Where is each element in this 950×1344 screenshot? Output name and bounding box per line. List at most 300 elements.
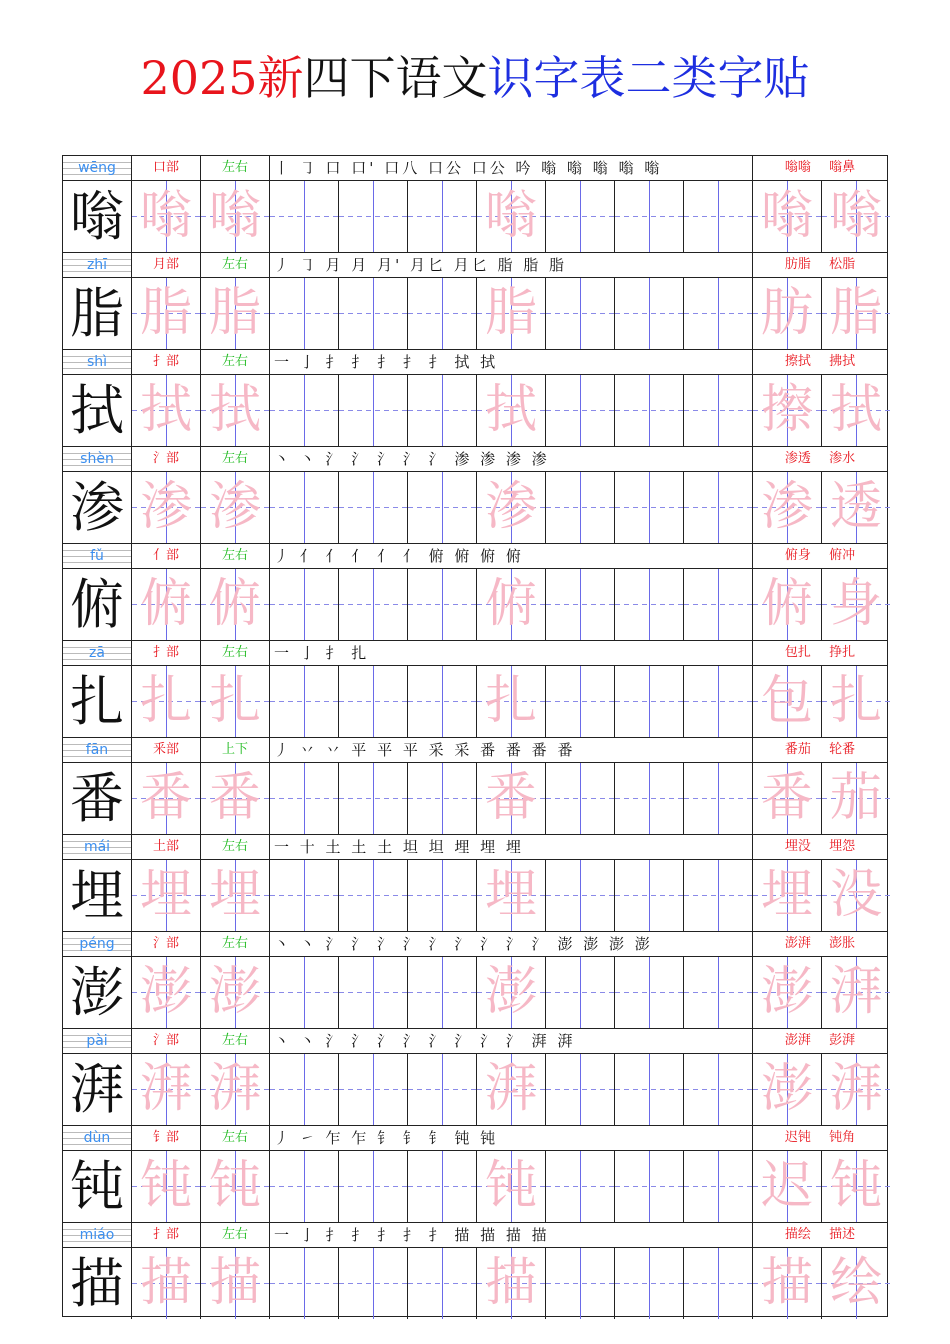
tian-grid-cell[interactable] [615,1248,684,1319]
tian-grid-cell[interactable] [477,957,546,1028]
trace-word-character: 嗡 [760,186,813,246]
tian-grid-cell[interactable] [822,666,890,737]
tian-grid-cell[interactable] [339,860,408,931]
radical-label: 亻部 [132,544,201,568]
example-word-2: 俯冲 [829,548,856,563]
tian-grid-cell[interactable] [615,181,684,252]
tian-grid-cell[interactable] [339,1248,408,1319]
pinyin-label: péng [63,932,132,956]
tian-grid-cell[interactable] [822,472,890,543]
tian-grid-cell[interactable] [546,666,615,737]
stroke-order: 一 亅 扌 扌 扌 扌 扌 拭 拭 [270,350,753,374]
tian-grid-cell[interactable] [201,1054,270,1125]
example-word-1: 迟钝 [784,1130,811,1145]
tian-grid-cell[interactable] [201,569,270,640]
pinyin-label: zhī [63,253,132,277]
trace-character: 澎 [484,962,537,1022]
tian-grid-cell[interactable] [822,569,890,640]
tian-grid-cell[interactable] [201,375,270,446]
tian-grid-cell[interactable] [753,472,822,543]
model-character: 埋 [70,864,124,927]
tian-grid-cell[interactable] [408,860,477,931]
tian-grid-cell[interactable] [408,1151,477,1222]
tian-grid-cell[interactable] [477,1248,546,1319]
tian-grid-cell[interactable] [201,666,270,737]
radical-label: 钅部 [132,1126,201,1150]
tian-grid-cell[interactable] [132,181,201,252]
tian-grid-cell[interactable] [270,278,339,349]
stroke-order: 丿 丷 丷 平 平 平 采 采 番 番 番 番 [270,738,753,762]
writing-grid [63,278,887,350]
tian-grid-cell[interactable] [201,763,270,834]
tian-grid-cell[interactable] [132,278,201,349]
tian-grid-cell[interactable] [270,860,339,931]
tian-grid-cell[interactable] [270,763,339,834]
tian-grid-cell[interactable] [339,763,408,834]
writing-grid [63,957,887,1029]
example-word-1: 包扎 [784,645,811,660]
example-word-2: 挣扎 [829,645,856,660]
practice-row [63,544,887,641]
tian-grid-cell[interactable] [201,860,270,931]
tian-grid-cell[interactable] [753,181,822,252]
tian-grid-cell[interactable] [753,1151,822,1222]
practice-row [63,350,887,447]
tian-grid-cell[interactable] [684,957,753,1028]
writing-grid [63,860,887,932]
radical-label: 扌部 [132,1223,201,1247]
tian-grid-cell[interactable] [684,763,753,834]
tian-grid-cell[interactable] [408,1248,477,1319]
tian-grid-cell[interactable] [546,957,615,1028]
tian-grid-cell[interactable] [201,472,270,543]
tian-grid-cell[interactable] [408,375,477,446]
example-word-2: 埋怨 [829,839,856,854]
tian-grid-cell[interactable] [270,1151,339,1222]
practice-sheet [62,155,888,1317]
tian-grid-cell[interactable] [822,763,890,834]
tian-grid-cell[interactable] [132,1248,201,1319]
title-grade: 四下语文 [303,51,488,105]
tian-grid-cell[interactable] [684,375,753,446]
trace-word-character: 嗡 [829,186,882,246]
tian-grid-cell[interactable] [477,1054,546,1125]
character-cell [63,278,132,349]
tian-grid-cell[interactable] [477,1151,546,1222]
tian-grid-cell[interactable] [132,763,201,834]
trace-character: 嗡 [484,186,537,246]
trace-word-character: 拭 [829,380,882,440]
trace-word-character: 脂 [829,283,882,343]
example-word-2: 轮番 [829,742,856,757]
structure-label: 左右 [201,350,270,374]
trace-character: 嗡 [139,186,192,246]
tian-grid-cell[interactable] [615,472,684,543]
structure-label: 左右 [201,1223,270,1247]
practice-row [63,156,887,253]
tian-grid-cell[interactable] [132,569,201,640]
tian-grid-cell[interactable] [477,569,546,640]
trace-character: 澎 [208,962,261,1022]
example-words [753,641,887,665]
tian-grid-cell[interactable] [270,666,339,737]
row-info-bar [63,932,887,957]
tian-grid-cell[interactable] [822,957,890,1028]
tian-grid-cell[interactable] [477,472,546,543]
character-cell [63,957,132,1028]
trace-character: 描 [208,1253,261,1313]
tian-grid-cell[interactable] [822,375,890,446]
example-word-2: 澎胀 [829,936,856,951]
writing-grid [63,181,887,253]
example-words [753,253,887,277]
example-word-1: 嗡嗡 [784,160,811,175]
tian-grid-cell[interactable] [615,860,684,931]
pinyin-label: fān [63,738,132,762]
example-word-1: 描绘 [784,1227,811,1242]
trace-character: 澎 [139,962,192,1022]
tian-grid-cell[interactable] [132,957,201,1028]
tian-grid-cell[interactable] [132,1151,201,1222]
trace-word-character: 钝 [829,1156,882,1216]
title-topic: 识字表二类字贴 [487,51,810,105]
tian-grid-cell[interactable] [684,569,753,640]
stroke-order: 丶 丶 氵 氵 氵 氵 氵 氵 氵 氵 氵 澎 澎 澎 澎 [270,932,753,956]
trace-word-character: 绘 [829,1253,882,1313]
row-info-bar [63,1029,887,1054]
tian-grid-cell[interactable] [339,472,408,543]
example-word-1: 俯身 [784,548,811,563]
example-word-2: 描述 [829,1227,856,1242]
character-cell [63,181,132,252]
practice-row [63,738,887,835]
tian-grid-cell[interactable] [477,763,546,834]
tian-grid-cell[interactable] [477,666,546,737]
tian-grid-cell[interactable] [615,1054,684,1125]
example-words [753,156,887,180]
tian-grid-cell[interactable] [615,1151,684,1222]
practice-row [63,835,887,932]
row-info-bar [63,738,887,763]
example-word-1: 埋没 [784,839,811,854]
structure-label: 左右 [201,156,270,180]
tian-grid-cell[interactable] [339,278,408,349]
trace-character: 渗 [208,477,261,537]
trace-word-character: 澎 [760,962,813,1022]
trace-character: 俯 [208,574,261,634]
trace-word-character: 透 [829,477,882,537]
tian-grid-cell[interactable] [408,763,477,834]
tian-grid-cell[interactable] [753,1054,822,1125]
tian-grid-cell[interactable] [822,1151,890,1222]
example-word-2: 渗水 [829,451,856,466]
example-word-2: 松脂 [829,257,856,272]
trace-word-character: 擦 [760,380,813,440]
character-cell [63,666,132,737]
tian-grid-cell[interactable] [408,181,477,252]
tian-grid-cell[interactable] [339,666,408,737]
tian-grid-cell[interactable] [753,666,822,737]
trace-word-character: 身 [829,574,882,634]
tian-grid-cell[interactable] [546,1054,615,1125]
character-cell [63,569,132,640]
row-info-bar [63,1223,887,1248]
example-words [753,1223,887,1247]
tian-grid-cell[interactable] [684,1248,753,1319]
example-word-1: 澎湃 [784,1033,811,1048]
stroke-order: 一 十 土 土 土 坦 坦 埋 埋 埋 [270,835,753,859]
pinyin-label: dùn [63,1126,132,1150]
tian-grid-cell[interactable] [339,957,408,1028]
model-character: 脂 [70,282,124,345]
title-year: 2025新 [140,51,304,105]
tian-grid-cell[interactable] [684,278,753,349]
pinyin-label: shèn [63,447,132,471]
trace-character: 钝 [208,1156,261,1216]
trace-character: 俯 [484,574,537,634]
tian-grid-cell[interactable] [822,181,890,252]
tian-grid-cell[interactable] [546,278,615,349]
example-words [753,1126,887,1150]
trace-character: 描 [139,1253,192,1313]
tian-grid-cell[interactable] [408,1054,477,1125]
trace-character: 拭 [208,380,261,440]
writing-grid [63,375,887,447]
model-character: 扎 [70,670,124,733]
tian-grid-cell[interactable] [408,278,477,349]
tian-grid-cell[interactable] [684,472,753,543]
tian-grid-cell[interactable] [339,181,408,252]
tian-grid-cell[interactable] [270,569,339,640]
writing-grid [63,569,887,641]
tian-grid-cell[interactable] [822,860,890,931]
radical-label: 氵部 [132,1029,201,1053]
tian-grid-cell[interactable] [408,957,477,1028]
tian-grid-cell[interactable] [822,278,890,349]
pinyin-label: shì [63,350,132,374]
tian-grid-cell[interactable] [753,375,822,446]
trace-word-character: 扎 [829,671,882,731]
trace-character: 扎 [208,671,261,731]
trace-character: 拭 [484,380,537,440]
row-info-bar [63,156,887,181]
tian-grid-cell[interactable] [684,860,753,931]
tian-grid-cell[interactable] [753,569,822,640]
trace-word-character: 湃 [829,962,882,1022]
row-info-bar [63,447,887,472]
writing-grid [63,1151,887,1223]
tian-grid-cell[interactable] [477,181,546,252]
writing-grid [63,666,887,738]
tian-grid-cell[interactable] [546,569,615,640]
tian-grid-cell[interactable] [408,472,477,543]
tian-grid-cell[interactable] [753,860,822,931]
tian-grid-cell[interactable] [339,375,408,446]
structure-label: 左右 [201,835,270,859]
trace-word-character: 没 [829,865,882,925]
tian-grid-cell[interactable] [270,472,339,543]
trace-character: 湃 [139,1059,192,1119]
tian-grid-cell[interactable] [201,1248,270,1319]
tian-grid-cell[interactable] [132,1054,201,1125]
tian-grid-cell[interactable] [477,375,546,446]
trace-character: 拭 [139,380,192,440]
tian-grid-cell[interactable] [477,278,546,349]
pinyin-label: wēng [63,156,132,180]
tian-grid-cell[interactable] [201,957,270,1028]
tian-grid-cell[interactable] [339,569,408,640]
practice-row [63,1223,887,1320]
trace-word-character: 埋 [760,865,813,925]
structure-label: 左右 [201,1126,270,1150]
trace-word-character: 澎 [760,1059,813,1119]
character-cell [63,1248,132,1319]
writing-grid [63,1248,887,1320]
trace-character: 俯 [139,574,192,634]
trace-character: 扎 [139,671,192,731]
structure-label: 左右 [201,641,270,665]
tian-grid-cell[interactable] [270,1248,339,1319]
trace-character: 埋 [139,865,192,925]
tian-grid-cell[interactable] [684,1151,753,1222]
example-words [753,932,887,956]
tian-grid-cell[interactable] [270,181,339,252]
tian-grid-cell[interactable] [822,1054,890,1125]
tian-grid-cell[interactable] [477,860,546,931]
radical-label: 扌部 [132,350,201,374]
tian-grid-cell[interactable] [408,569,477,640]
tian-grid-cell[interactable] [615,957,684,1028]
trace-word-character: 湃 [829,1059,882,1119]
trace-character: 扎 [484,671,537,731]
tian-grid-cell[interactable] [684,1054,753,1125]
row-info-bar [63,350,887,375]
trace-character: 脂 [208,283,261,343]
example-words [753,544,887,568]
writing-grid [63,1054,887,1126]
model-character: 描 [70,1252,124,1315]
tian-grid-cell[interactable] [546,1248,615,1319]
example-words [753,1029,887,1053]
radical-label: 口部 [132,156,201,180]
tian-grid-cell[interactable] [132,666,201,737]
tian-grid-cell[interactable] [270,1054,339,1125]
tian-grid-cell[interactable] [546,472,615,543]
model-character: 湃 [70,1058,124,1121]
radical-label: 月部 [132,253,201,277]
example-word-2: 彭湃 [829,1033,856,1048]
trace-character: 脂 [139,283,192,343]
example-word-1: 擦拭 [784,354,811,369]
structure-label: 左右 [201,1029,270,1053]
tian-grid-cell[interactable] [546,375,615,446]
practice-row [63,641,887,738]
pinyin-label: mái [63,835,132,859]
character-cell [63,1151,132,1222]
trace-character: 番 [208,768,261,828]
tian-grid-cell[interactable] [753,278,822,349]
model-character: 渗 [70,476,124,539]
radical-label: 氵部 [132,447,201,471]
tian-grid-cell[interactable] [615,278,684,349]
tian-grid-cell[interactable] [132,860,201,931]
tian-grid-cell[interactable] [546,181,615,252]
example-word-1: 番茄 [784,742,811,757]
tian-grid-cell[interactable] [270,375,339,446]
trace-word-character: 番 [760,768,813,828]
trace-word-character: 俯 [760,574,813,634]
tian-grid-cell[interactable] [753,957,822,1028]
example-words [753,447,887,471]
page-title [0,50,950,106]
tian-grid-cell[interactable] [270,957,339,1028]
row-info-bar [63,641,887,666]
model-character: 番 [70,767,124,830]
practice-row [63,1126,887,1223]
model-character: 钝 [70,1155,124,1218]
structure-label: 左右 [201,447,270,471]
example-words [753,835,887,859]
pinyin-label: zā [63,641,132,665]
stroke-order: 丶 丶 氵 氵 氵 氵 氵 氵 氵 氵 湃 湃 [270,1029,753,1053]
tian-grid-cell[interactable] [615,666,684,737]
tian-grid-cell[interactable] [132,472,201,543]
trace-character: 渗 [139,477,192,537]
tian-grid-cell[interactable] [615,569,684,640]
tian-grid-cell[interactable] [201,1151,270,1222]
tian-grid-cell[interactable] [684,666,753,737]
tian-grid-cell[interactable] [339,1151,408,1222]
tian-grid-cell[interactable] [408,666,477,737]
writing-grid [63,472,887,544]
character-cell [63,763,132,834]
stroke-order: 一 亅 扌 扌 扌 扌 扌 描 描 描 描 [270,1223,753,1247]
tian-grid-cell[interactable] [615,763,684,834]
tian-grid-cell[interactable] [753,763,822,834]
example-word-2: 钝角 [829,1130,856,1145]
tian-grid-cell[interactable] [339,1054,408,1125]
trace-word-character: 渗 [760,477,813,537]
stroke-order: 丨 ㇆ 口 口' 口八 口公 口公 吟 嗡 嗡 嗡 嗡 嗡 [270,156,753,180]
tian-grid-cell[interactable] [201,181,270,252]
tian-grid-cell[interactable] [132,375,201,446]
tian-grid-cell[interactable] [684,181,753,252]
pinyin-label: fǔ [63,544,132,568]
tian-grid-cell[interactable] [546,1151,615,1222]
trace-character: 嗡 [208,186,261,246]
practice-row [63,932,887,1029]
trace-word-character: 描 [760,1253,813,1313]
tian-grid-cell[interactable] [546,763,615,834]
trace-word-character: 茄 [829,768,882,828]
tian-grid-cell[interactable] [753,1248,822,1319]
tian-grid-cell[interactable] [201,278,270,349]
model-character: 嗡 [70,185,124,248]
example-words [753,738,887,762]
trace-word-character: 迟 [760,1156,813,1216]
row-info-bar [63,253,887,278]
trace-character: 湃 [484,1059,537,1119]
trace-character: 描 [484,1253,537,1313]
tian-grid-cell[interactable] [822,1248,890,1319]
tian-grid-cell[interactable] [615,375,684,446]
tian-grid-cell[interactable] [546,860,615,931]
stroke-order: 丿 ㇀ 乍 乍 钅 钅 钅 钝 钝 [270,1126,753,1150]
trace-character: 脂 [484,283,537,343]
character-cell [63,1054,132,1125]
example-word-2: 拂拭 [829,354,856,369]
structure-label: 上下 [201,738,270,762]
